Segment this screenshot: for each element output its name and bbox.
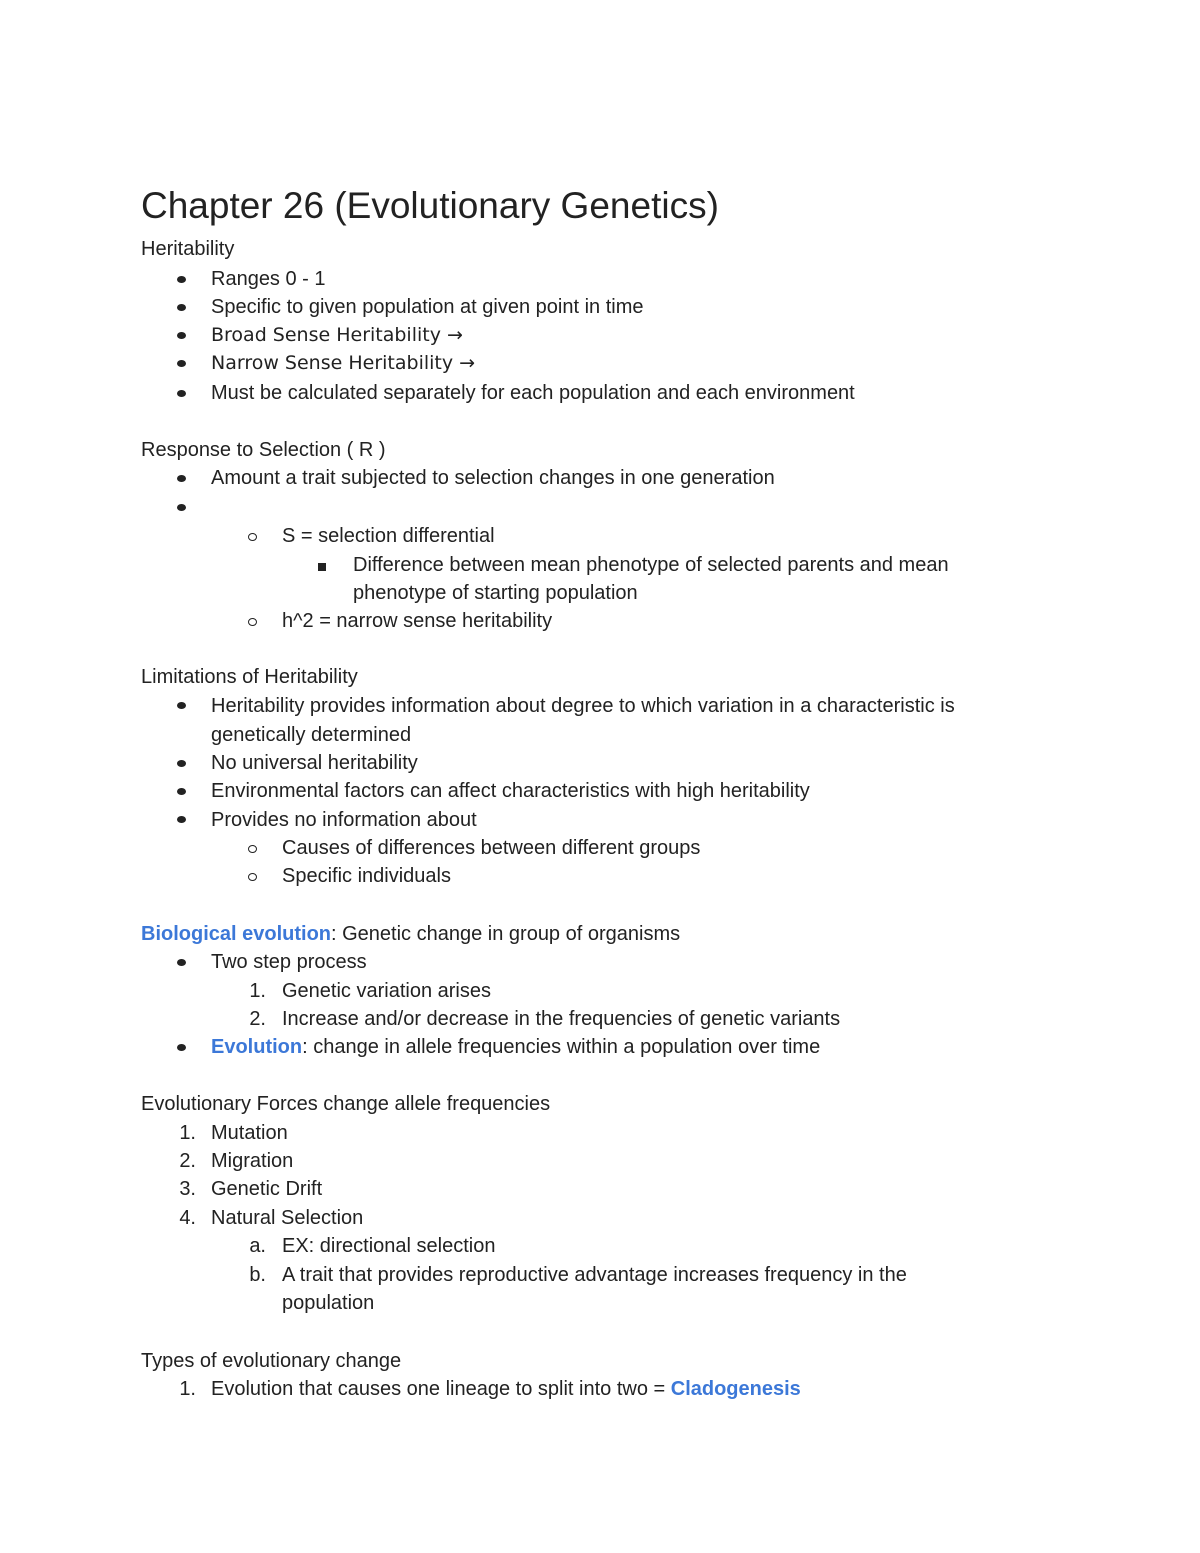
list-number: 4.: [179, 1207, 196, 1229]
page-title: Chapter 26 (Evolutionary Genetics): [141, 185, 719, 226]
term-evolution: Evolution: [211, 1036, 303, 1058]
bullet-disc-icon: [177, 788, 186, 795]
list-item: Environmental factors can affect characteristics with high heritability: [211, 780, 810, 802]
definition-text: : Genetic change in group of organisms: [331, 923, 681, 945]
bullet-disc-icon: [177, 475, 186, 482]
list-item: Amount a trait subjected to selection changes in one generation: [211, 467, 775, 489]
list-number: 2.: [179, 1150, 196, 1172]
list-item-continuation: phenotype of starting population: [353, 582, 638, 604]
list-item: Difference between mean phenotype of selected parents and mean: [353, 554, 949, 576]
bullet-disc-icon: [177, 332, 186, 339]
section-heading-types: Types of evolutionary change: [141, 1350, 402, 1372]
section-heading-forces: Evolutionary Forces change allele frequencies: [141, 1093, 551, 1115]
list-item: Causes of differences between different groups: [282, 837, 701, 859]
section-heading-heritability: Heritability: [141, 238, 235, 260]
list-item-text: Evolution that causes one lineage to split into two =: [211, 1378, 671, 1400]
list-item: A trait that provides reproductive advantage increases frequency in the: [282, 1264, 907, 1286]
section-heading-response: Response to Selection ( R ): [141, 439, 386, 461]
list-number: 1.: [179, 1122, 196, 1144]
list-number: 1.: [249, 980, 266, 1002]
bullet-disc-icon: [177, 1044, 186, 1051]
bullet-circle-icon: [248, 845, 257, 853]
list-item: No universal heritability: [211, 752, 418, 774]
bullet-disc-icon: [177, 504, 186, 511]
list-item: Natural Selection: [211, 1207, 364, 1229]
list-item: h^2 = narrow sense heritability: [282, 610, 553, 632]
bullet-disc-icon: [177, 276, 186, 283]
bullet-disc-icon: [177, 390, 186, 397]
bullet-disc-icon: [177, 304, 186, 311]
list-letter: a.: [249, 1235, 266, 1257]
list-item: Broad Sense Heritability →: [211, 324, 463, 346]
list-item: Migration: [211, 1150, 294, 1172]
list-number: 2.: [249, 1008, 266, 1030]
bullet-disc-icon: [177, 959, 186, 966]
bullet-circle-icon: [248, 873, 257, 881]
list-item: Provides no information about: [211, 809, 477, 831]
list-number: 3.: [179, 1178, 196, 1200]
list-item: Increase and/or decrease in the frequencies of genetic variants: [282, 1008, 841, 1030]
list-number: 1.: [179, 1378, 196, 1400]
list-item-continuation: genetically determined: [211, 724, 412, 746]
list-letter: b.: [249, 1264, 266, 1286]
definition-evolution: [211, 1033, 820, 1061]
bullet-disc-icon: [177, 760, 186, 767]
list-item: EX: directional selection: [282, 1235, 496, 1257]
list-item: Narrow Sense Heritability →: [211, 352, 476, 374]
bullet-circle-icon: [248, 618, 257, 626]
list-item: Heritability provides information about degree to which variation in a characteristic is: [211, 695, 955, 717]
bullet-disc-icon: [177, 360, 186, 367]
list-item: [211, 1375, 801, 1403]
list-item-continuation: population: [282, 1292, 375, 1314]
list-item: Two step process: [211, 951, 367, 973]
list-item: Genetic Drift: [211, 1178, 323, 1200]
section-heading-limitations: Limitations of Heritability: [141, 666, 358, 688]
bullet-disc-icon: [177, 816, 186, 823]
list-item: S = selection differential: [282, 525, 495, 547]
list-item: Ranges 0 - 1: [211, 268, 326, 290]
term-biological-evolution: Biological evolution: [141, 923, 332, 945]
list-item: Specific to given population at given point in time: [211, 296, 644, 318]
definition-text: : change in allele frequencies within a population over time: [302, 1036, 821, 1058]
definition-biological-evolution: [141, 920, 680, 948]
list-item: Must be calculated separately for each population and each environment: [211, 382, 855, 404]
bullet-circle-icon: [248, 533, 257, 541]
list-item: Mutation: [211, 1122, 288, 1144]
bullet-disc-icon: [177, 702, 186, 709]
list-item: Genetic variation arises: [282, 980, 491, 1002]
bullet-square-icon: [318, 563, 326, 571]
term-cladogenesis: Cladogenesis: [670, 1378, 801, 1400]
list-item: Specific individuals: [282, 865, 451, 887]
